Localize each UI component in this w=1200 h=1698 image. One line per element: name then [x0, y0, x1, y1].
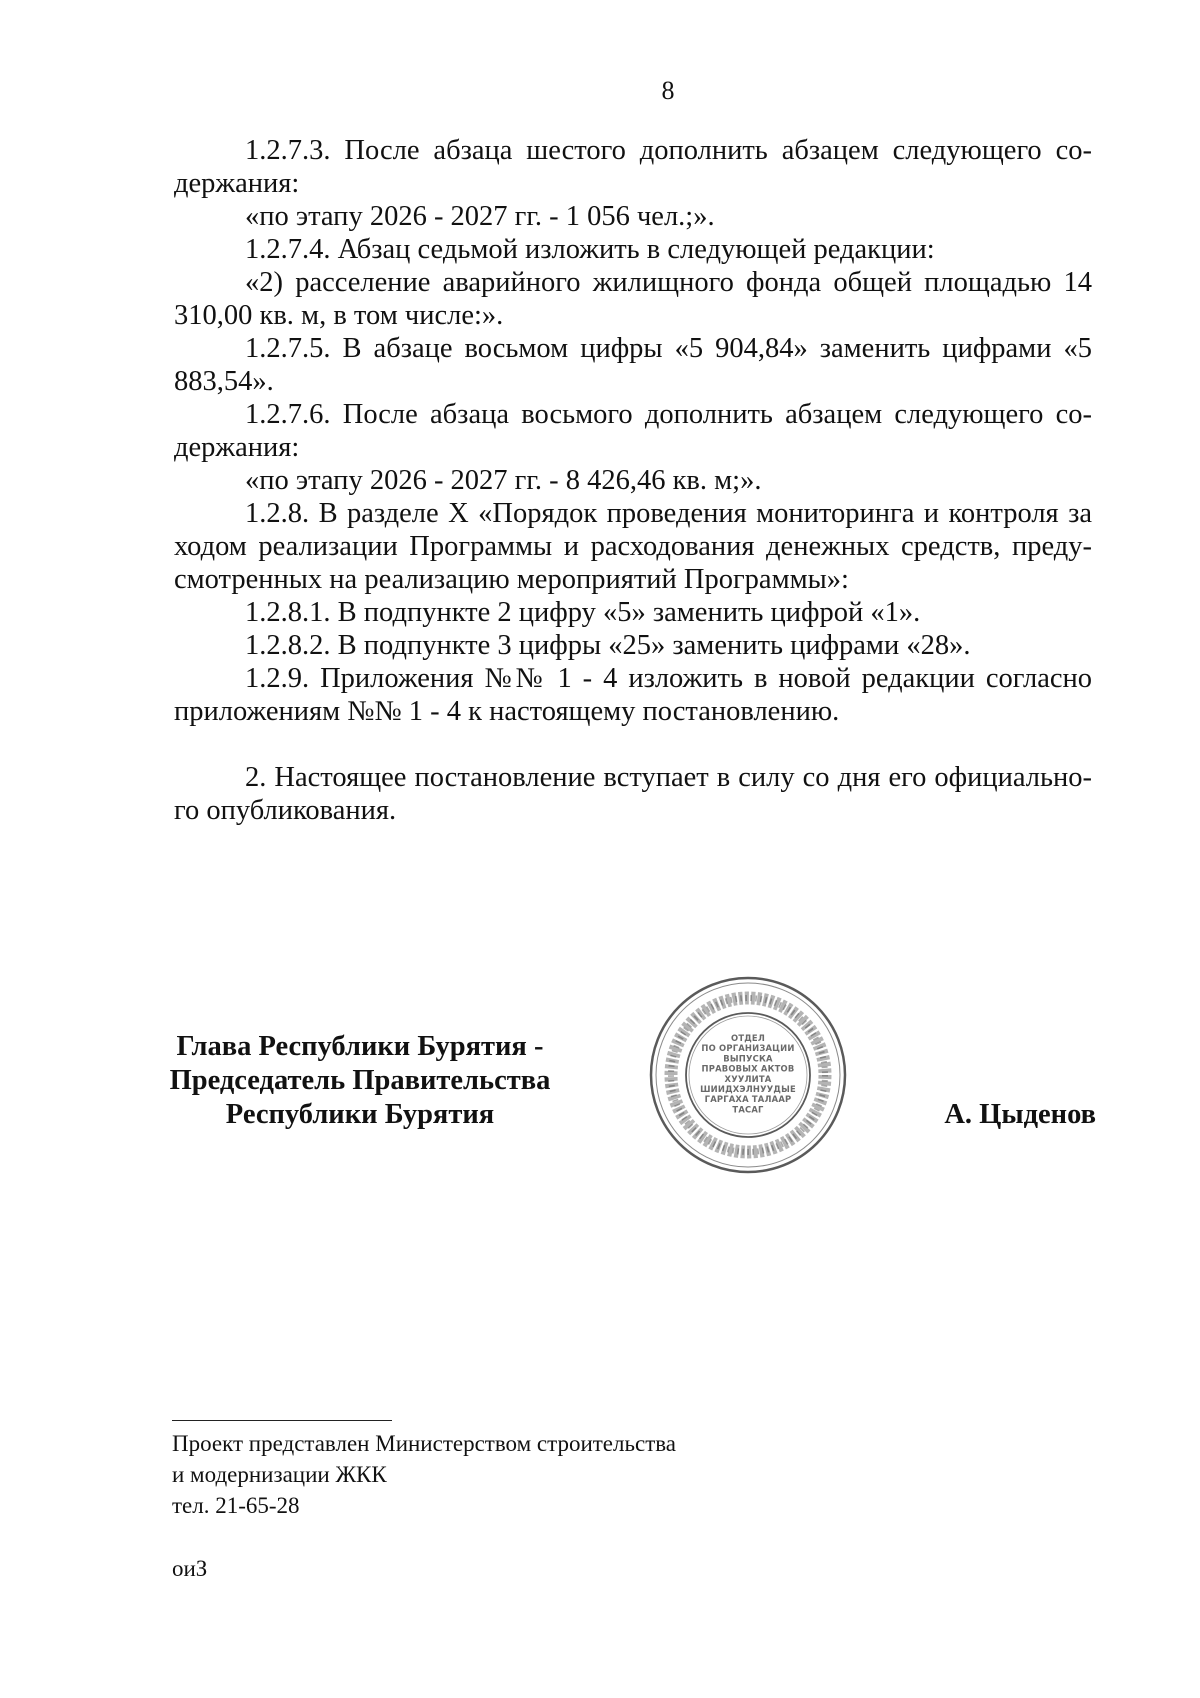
paragraph-quote-resettlement: «2) расселение аварийного жилищного фонда общей площадью 14 310,00 кв. м, в том числе:». — [174, 267, 1092, 331]
footnote-phone: тел. 21-65-28 — [172, 1493, 300, 1518]
seal-text-line: ПО ОРГАНИЗАЦИИ — [701, 1043, 795, 1054]
paragraph-1-2-7-4: 1.2.7.4. Абзац седьмой изложить в следующей редакции: — [245, 234, 935, 265]
seal-text-line: ОТДЕЛ — [731, 1033, 765, 1043]
paragraph-1-2-9: 1.2.9. Приложения №№ 1 - 4 изложить в новой редакции согласно приложениям №№ 1 - 4 к настоящему постановлению. — [174, 663, 1092, 727]
signatory-title-line: Глава Республики Бурятия - — [176, 1031, 544, 1062]
paragraph-quote-stage-area: «по этапу 2026 - 2027 гг. - 8 426,46 кв. м;». — [245, 465, 762, 496]
seal-text-line: ХУУЛИТА — [724, 1073, 772, 1084]
seal-center-text — [700, 1033, 796, 1114]
seal-text-line: ТАСАГ — [732, 1104, 764, 1115]
paragraph-quote-stage-people: «по этапу 2026 - 2027 гг. - 1 056 чел.;». — [245, 201, 715, 232]
signatory-title-line: Председатель Правительства — [169, 1065, 551, 1096]
document-body — [174, 134, 1092, 827]
paragraph-1-2-7-3: 1.2.7.3. После абзаца шестого дополнить абзацем следующего со-держания: — [174, 135, 1092, 199]
footnote-line: и модернизации ЖКК — [172, 1462, 387, 1487]
paragraph-1-2-8: 1.2.8. В разделе X «Порядок проведения мониторинга и контроля за ходом реализации Программы и расходования денежных средств, преду-смотренных на реализацию мероприятий Программы»: — [174, 498, 1092, 595]
official-seal-stamp — [648, 975, 848, 1175]
seal-text-line: ПРАВОВЫХ АКТОВ — [701, 1063, 795, 1074]
seal-text-line: ШИИДХЭЛНУУДЫЕ — [700, 1084, 796, 1094]
footnote-line: Проект представлен Министерством строительства — [172, 1431, 677, 1456]
paragraph-1-2-8-2: 1.2.8.2. В подпункте 3 цифры «25» заменить цифрами «28». — [245, 630, 971, 661]
footnote — [172, 1428, 872, 1521]
signatory-name: А. Цыденов — [944, 1099, 1096, 1130]
signatory-title — [140, 1030, 580, 1132]
paragraph-1-2-7-6: 1.2.7.6. После абзаца восьмого дополнить абзацем следующего со-держания: — [174, 399, 1092, 463]
page-number: 8 — [661, 76, 675, 105]
seal-text-line: ГАРГАХА ТАЛААР — [704, 1094, 792, 1105]
seal-text-line: ВЫПУСКА — [723, 1053, 773, 1064]
signatory-title-line: Республики Бурятия — [225, 1099, 495, 1130]
paragraph-1-2-8-1: 1.2.8.1. В подпункте 2 цифру «5» заменить цифрой «1». — [245, 597, 921, 628]
footnote-divider — [172, 1420, 392, 1421]
paragraph-2-effective-date: 2. Настоящее постановление вступает в силу со дня его официально-го опубликования. — [174, 762, 1092, 826]
paragraph-1-2-7-5: 1.2.7.5. В абзаце восьмом цифры «5 904,84» заменить цифрами «5 883,54». — [174, 333, 1092, 397]
document-code: оиЗ — [172, 1556, 208, 1581]
